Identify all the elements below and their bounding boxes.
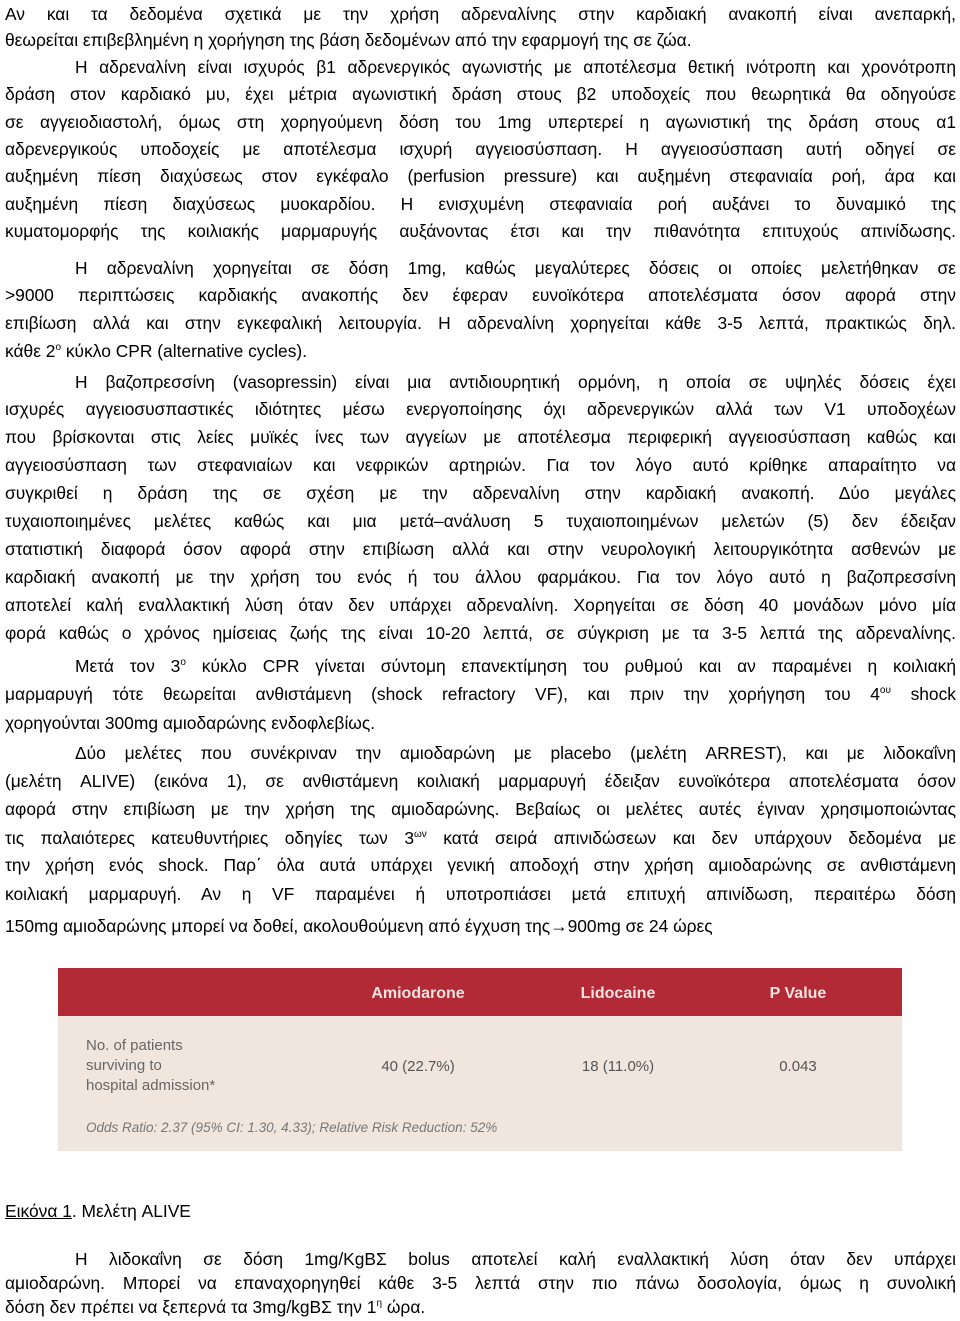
text-line: σε αγγειοδιαστολή, όμως στη χορηγούμενη δόση του 1mg υπερτερεί η αγωνιστική της δράση στους α1 [5, 112, 956, 132]
text-line [5, 682, 956, 706]
text-span: μαρμαρυγή τότε θεωρείται ανθιστάμενη (shock refractory VF), και πριν την χορήγηση του 4 [5, 684, 880, 704]
text-line: Αν και τα δεδομένα σχετικά με την χρήση αδρεναλίνης στην καρδιακή ανακοπή είναι ανεπαρκή, [5, 4, 956, 24]
text-line: αυξημένη πίεση διαχύσεως στον εγκέφαλο (perfusion pressure) και αυξημένη στεφανιαία ροή, άρα και [5, 166, 956, 186]
text-line: την χρήση ενός shock. Παρ΄ όλα αυτά υπάρχει γενική αποδοχή στην χρήση αμιοδαρώνης σε ανθιστάμενη [5, 855, 956, 875]
text-line: αφορά στην επιβίωση με την χρήση της αμιοδαρώνης. Βεβαίως οι μελέτες αυτές έγιναν χρησιμοποιώντας [5, 799, 956, 819]
text-line: επιβίωση αλλά και στην εγκεφαλική λειτουργία. Η αδρεναλίνη χορηγείται κάθε 3-5 λεπτά, πρακτικώς δηλ. [5, 313, 956, 333]
text-line: ισχυρές αγγειοσυσπαστικές ιδιότητες μέσω ενεργοποίησης όχι αδρενεργικών αλλά των V1 υποδοχέων [5, 399, 956, 419]
cell-lidocaine: 18 (11.0%) [581, 1058, 655, 1075]
row-label [86, 1036, 286, 1096]
text-line: που βρίσκονται στις λείες μυϊκές ίνες των αγγείων με αποτέλεσμα περιφερική αγγειοσύσπαση καθώς και [5, 427, 956, 447]
text-span: ώρα. [382, 1297, 426, 1317]
superscript: ο [55, 342, 62, 354]
text-line: Η λιδοκαΐνη σε δόση 1mg/KgΒΣ bolus αποτελεί καλή εναλλακτική λύση όταν δεν υπάρχει [75, 1249, 956, 1269]
text-span: δόση δεν πρέπει να ξεπερνά τα 3mg/kgΒΣ την 1 [5, 1297, 377, 1317]
text-line: αγγειοσύσπαση των στεφανιαίων και νεφρικών αρτηριών. Για τον λόγο αυτό κρίθηκε απαραίτητο να [5, 455, 956, 475]
text-line: Δύο μελέτες που συνέκριναν την αμιοδαρώνη με placebo (μελέτη ARREST), και με λιδοκαΐνη [75, 743, 956, 763]
text-line: συγκριθεί η δράση της σε σχέση με την αδρεναλίνη στην καρδιακή ανακοπή. Δύο μεγάλες [5, 483, 956, 503]
text-span: τις παλαιότερες κατευθυντήριες οδηγίες των 3 [5, 828, 414, 848]
text-span: κάθε 2 [5, 341, 56, 361]
text-line: αμιοδαρώνη. Μπορεί να επαναχορηγηθεί κάθε 3-5 λεπτά στην πιο πάνω δοσολογία, όμως η συνολική [5, 1273, 956, 1293]
superscript: η [376, 1298, 383, 1310]
text-line [75, 654, 956, 678]
cell-p-value: 0.043 [779, 1058, 817, 1075]
table-header [58, 968, 902, 1016]
text-line: χορηγούνται 300mg αμιοδαρώνης ενδοφλεβίως. [5, 713, 376, 733]
caption-label: Εικόνα 1 [5, 1201, 72, 1221]
row-label-line: No. of patients [86, 1037, 183, 1054]
row-label-line: surviving to [86, 1057, 162, 1074]
text-line: 150mg αμιοδαρώνης μπορεί να δοθεί, ακολουθούμενη από έγχυση της→900mg σε 24 ώρες [5, 916, 713, 936]
superscript: ο [180, 657, 186, 669]
superscript: ου [879, 685, 891, 697]
figure-caption [5, 1199, 191, 1223]
text-line [5, 339, 956, 363]
text-line: Η αδρεναλίνη είναι ισχυρός β1 αδρενεργικός αγωνιστής με αποτέλεσμα θετική ινότροπη και χρονότροπη [75, 57, 956, 77]
text-line: αποτελεί καλή εναλλακτική λύση όταν δεν υπάρχει αδρεναλίνη. Χορηγείται σε δόση 40 μονάδων μόνο μία [5, 595, 956, 615]
text-span: κατά σειρά απινιδώσεων και δεν υπάρχουν δεδομένα με [426, 828, 956, 848]
superscript: ων [414, 829, 427, 841]
text-span: κύκλο CPR (alternative cycles). [61, 341, 308, 361]
alive-study-table [58, 968, 902, 1151]
column-header-p-value: P Value [769, 985, 827, 1002]
text-line: αυξημένη πίεση διαχύσεως μυοκαρδίου. Η ενισχυμένη στεφανιαία ροή αυξάνει το δυναμικό της [5, 194, 956, 214]
row-label-line: hospital admission* [86, 1077, 216, 1094]
text-line: θεωρείται επιβεβλημένη η χορήγηση της βάση δεδομένων από την εφαρμογή της σε ζώα. [5, 30, 692, 50]
text-line: τυχαιοποιημένες μελέτες καθώς και μια μετά–ανάλυση 5 τυχαιοποιημένων μελετών (5) δεν έδειξαν [5, 511, 956, 531]
text-line: Η αδρεναλίνη χορηγείται σε δόση 1mg, καθώς μεγαλύτερες δόσεις οι οποίες μελετήθηκαν σε [75, 258, 956, 278]
text-line: καρδιακή ανακοπή με την χρήση του ενός ή του άλλου φαρμάκου. Για τον λόγο αυτό η βαζοπρεσσίνη [5, 567, 956, 587]
text-span: κύκλο CPR γίνεται σύντομη επανεκτίμηση του ρυθμού και αν παραμένει η κοιλιακή [185, 656, 956, 676]
text-line: δράση στον καρδιακό μυ, έχει μέτρια αγωνιστική δράση στους β2 υποδοχείς που θεωρητικά θα οδηγούσε [5, 84, 956, 104]
text-line: κοιλιακή μαρμαρυγή. Αν η VF παραμένει ή υποτροπιάσει μετά επιτυχή απινίδωση, περαιτέρω δόση [5, 884, 956, 904]
text-line: >9000 περιπτώσεις καρδιακής ανακοπής δεν έφεραν ευνοϊκότερα αποτελέσματα όσον αφορά στην [5, 285, 956, 305]
text-line: Η βαζοπρεσσίνη (vasopressin) είναι μια αντιδιουρητική ορμόνη, η οποία σε υψηλές δόσεις έχει [75, 372, 956, 392]
column-header-amiodarone: Amiodarone [371, 985, 465, 1002]
text-line [5, 1295, 956, 1319]
text-span: shock [890, 684, 956, 704]
text-line: φορά καθώς ο χρόνος ημίσειας ζωής της είναι 10-20 λεπτά, σε σύγκριση με τα 3-5 λεπτά της αδρεναλίνης. [5, 623, 956, 643]
text-line: (μελέτη ALIVE) (εικόνα 1), σε ανθιστάμενη κοιλιακή μαρμαρυγή έδειξαν ευνοϊκότερα αποτελέσματα όσον [5, 771, 956, 791]
text-line: κυματομορφής της κοιλιακής μαρμαρυγής αυξάνοντας έτσι και την πιθανότητα επιτυχούς απινίδωσης. [5, 221, 956, 241]
caption-text: . Μελέτη ALIVE [71, 1201, 191, 1221]
column-header-lidocaine: Lidocaine [580, 985, 656, 1002]
cell-amiodarone: 40 (22.7%) [381, 1058, 455, 1075]
text-span: Μετά τον 3 [75, 656, 181, 676]
text-line: στατιστική διαφορά όσον αφορά στην επιβίωση αλλά και στην νευρολογική λειτουργικότητα ασθενών με [5, 539, 956, 559]
text-line [5, 826, 956, 850]
table-footnote: Odds Ratio: 2.37 (95% CI: 1.30, 4.33); Relative Risk Reduction: 52% [86, 1120, 498, 1135]
text-line: αδρενεργικούς υποδοχείς με αποτέλεσμα ισχυρή αγγειοσύσπαση. Η αγγειοσύσπαση αυτή οδηγεί σε [5, 139, 956, 159]
